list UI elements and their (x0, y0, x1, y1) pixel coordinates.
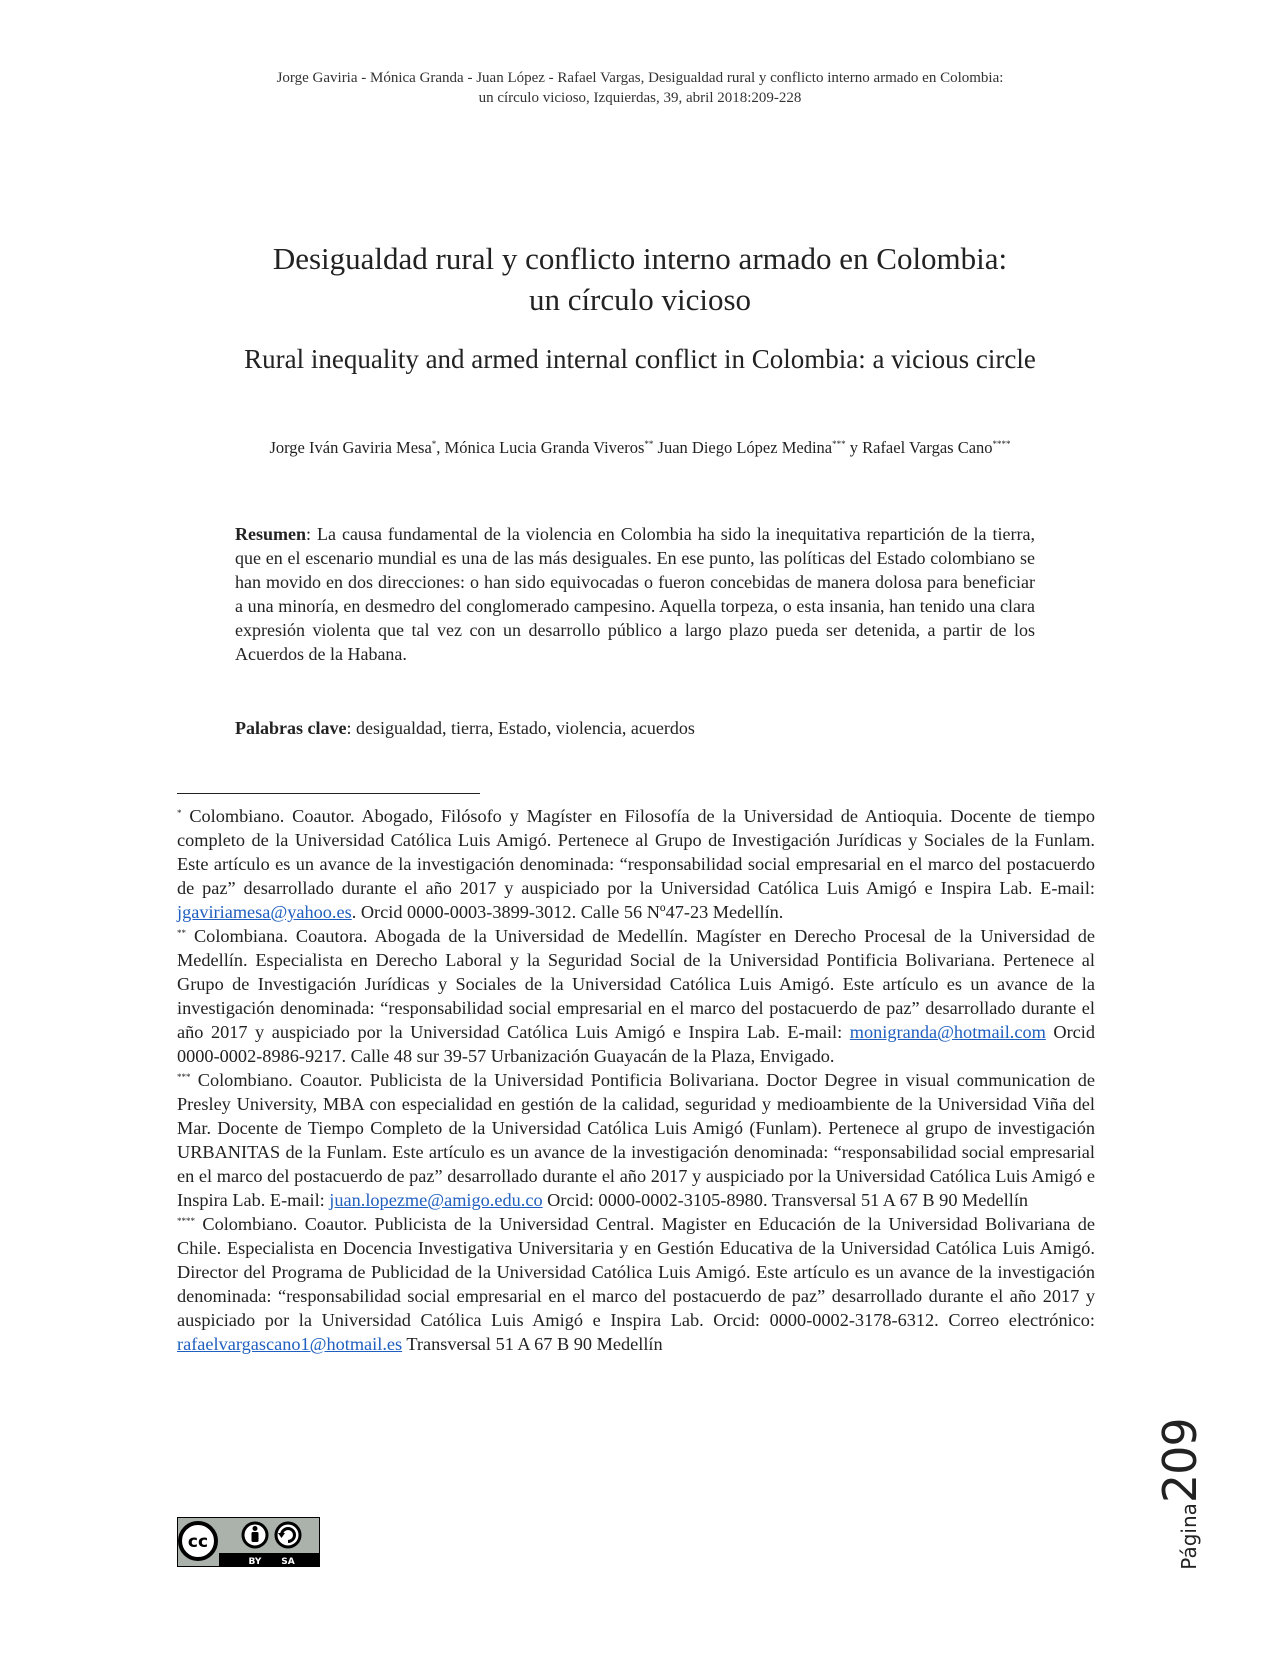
cc-badge-footer (219, 1553, 320, 1567)
footnote-email-link[interactable]: rafaelvargascano1@hotmail.es (177, 1334, 403, 1354)
footnote-email-link[interactable]: monigranda@hotmail.com (849, 1022, 1046, 1042)
footnote (177, 1212, 1095, 1356)
page-number-value: 209 (1153, 1418, 1207, 1504)
abstract-text: : La causa fundamental de la violencia en Colombia ha sido la inequitativa repartición de la tierra, que en el escenario mundial es una de las más desiguales. En ese punto, las políticas del Estado colombiano se han movido en dos direcciones: o han sido equivocadas o fueron concebidas de manera dolosa para beneficiar a una minoría, en desmedro del conglomerado campesino. Aquella torpeza, o esta insania, han tenido una clara expresión violenta que tal vez con un desarrollo público a largo plazo pueda ser detenida, a partir de los Acuerdos de la Habana. (235, 524, 1035, 664)
attribution-person-head (253, 1526, 258, 1531)
keywords (235, 716, 1035, 740)
article-title-line-2: un círculo vicioso (528, 282, 752, 317)
abstract-label: Resumen (235, 524, 306, 544)
footnote-mark: **** (177, 1216, 195, 1226)
running-header (0, 68, 1280, 108)
footnote-text-end: Orcid: 0000-0002-3105-8980. Transversal 51 A 67 B 90 Medellín (542, 1190, 1029, 1210)
page-number-rotated (1153, 1418, 1207, 1569)
author-list (0, 437, 1280, 459)
footnote-mark: *** (177, 1072, 191, 1082)
author-name: Juan Diego López Medina (657, 438, 833, 457)
abstract (235, 522, 1035, 666)
article-title (0, 238, 1280, 320)
author-separator: y (845, 438, 863, 457)
footnote-mark: * (177, 808, 182, 818)
cc-license-badge[interactable] (177, 1517, 320, 1567)
article-title-line-1: Desigualdad rural y conflicto interno armado en Colombia: (272, 241, 1008, 276)
footnote-text: Colombiano. Coautor. Publicista de la Universidad Pontificia Bolivariana. Doctor Degree in visual communication de Presley University, MBA con especialidad en gestión de la calidad, seguridad y medioambiente de la Universidad Viña del Mar. Docente de Tiempo Completo de la Universidad Católica Luis Amigó (Funlam). Pertenece al grupo de investigación URBANITAS de la Funlam. Este artículo es un avance de la investigación denominada: “responsabilidad social empresarial en el marco del postacuerdo de paz” desarrollado durante el año 2017 y auspiciado por la Universidad Católica Luis Amigó e Inspira Lab. E-mail: (177, 1070, 1095, 1210)
cc-logo-text: cc (187, 1532, 209, 1552)
author-footnote-mark[interactable]: ** (644, 439, 654, 449)
keywords-text: : desigualdad, tierra, Estado, violencia, acuerdos (346, 718, 695, 738)
footnote-rule (177, 793, 480, 794)
footnote-email-link[interactable]: jgaviriamesa@yahoo.es (177, 902, 352, 922)
keywords-label: Palabras clave (235, 718, 347, 738)
footnote-text: Colombiano. Coautor. Publicista de la Universidad Central. Magister en Educación de la Universidad Bolivariana de Chile. Especialista en Docencia Investigativa Universitaria y en Gestión Educativa de la Universidad Católica Luis Amigó. Director del Programa de Publicidad de la Universidad Católica Luis Amigó. Este artículo es un avance de la investigación denominada: “responsabilidad social empresarial en el marco del postacuerdo de paz” desarrollado durante el año 2017 y auspiciado por la Universidad Católica Luis Amigó e Inspira Lab. Orcid: 0000-0002-3178-6312. Correo electrónico: (177, 1214, 1095, 1330)
cc-sa-label: SA (281, 1557, 295, 1567)
attribution-person-body (252, 1532, 259, 1542)
footnote (177, 924, 1095, 1068)
author-name: Rafael Vargas Cano (862, 438, 993, 457)
footnote (177, 804, 1095, 924)
footnote-text: Colombiano. Coautor. Abogado, Filósofo y Magíster en Filosofía de la Universidad de Antioquia. Docente de tiempo completo de la Universidad Católica Luis Amigó. Pertenece al Grupo de Investigación Jurídicas y Sociales de la Funlam. Este artículo es un avance de la investigación denominada: “responsabilidad social empresarial en el marco del postacuerdo de paz” desarrollado durante el año 2017 y auspiciado por la Universidad Católica Luis Amigó e Inspira Lab. E-mail: (177, 806, 1095, 898)
footnote (177, 1068, 1095, 1212)
page-number-label: Página (1177, 1503, 1201, 1570)
author-footnote-mark[interactable]: *** (832, 439, 846, 449)
author-name: Jorge Iván Gaviria Mesa (269, 438, 432, 457)
footnote-text-end: Transversal 51 A 67 B 90 Medellín (402, 1334, 663, 1354)
running-header-line-2: un círculo vicioso, Izquierdas, 39, abril 2018:209-228 (478, 90, 802, 106)
footnote-mark: ** (177, 928, 186, 938)
running-header-line-1: Jorge Gaviria - Mónica Granda - Juan López - Rafael Vargas, Desigualdad rural y conflicto interno armado en Colombia: (276, 70, 1004, 86)
author-footnote-mark[interactable]: * (431, 439, 437, 449)
author-name: Mónica Lucia Granda Viveros (444, 438, 645, 457)
footnotes (177, 804, 1095, 1356)
author-separator: , (436, 438, 445, 457)
footnote-email-link[interactable]: juan.lopezme@amigo.edu.co (329, 1190, 543, 1210)
footnote-text-end: . Orcid 0000-0003-3899-3012. Calle 56 Nº47-23 Medellín. (351, 902, 784, 922)
footnote-text: Colombiana. Coautora. Abogada de la Universidad de Medellín. Magíster en Derecho Procesal de la Universidad de Medellín. Especialista en Derecho Laboral y la Seguridad Social de la Universidad Pontificia Bolivariana. Pertenece al Grupo de Investigación Jurídicas y Sociales de la Universidad Católica Luis Amigó. Este artículo es un avance de la investigación denominada: “responsabilidad social empresarial en el marco del postacuerdo de paz” desarrollado durante el año 2017 y auspiciado por la Universidad Católica Luis Amigó e Inspira Lab. E-mail: (177, 926, 1095, 1042)
article-title-english: Rural inequality and armed internal conflict in Colombia: a vicious circle (244, 344, 1036, 374)
footnote-text-end: Orcid 0000-0002-8986-9217. Calle 48 sur 39-57 Urbanización Guayacán de la Plaza, Envigado. (177, 1022, 1096, 1066)
author-footnote-mark[interactable]: **** (992, 439, 1011, 449)
cc-by-label: BY (248, 1557, 262, 1567)
